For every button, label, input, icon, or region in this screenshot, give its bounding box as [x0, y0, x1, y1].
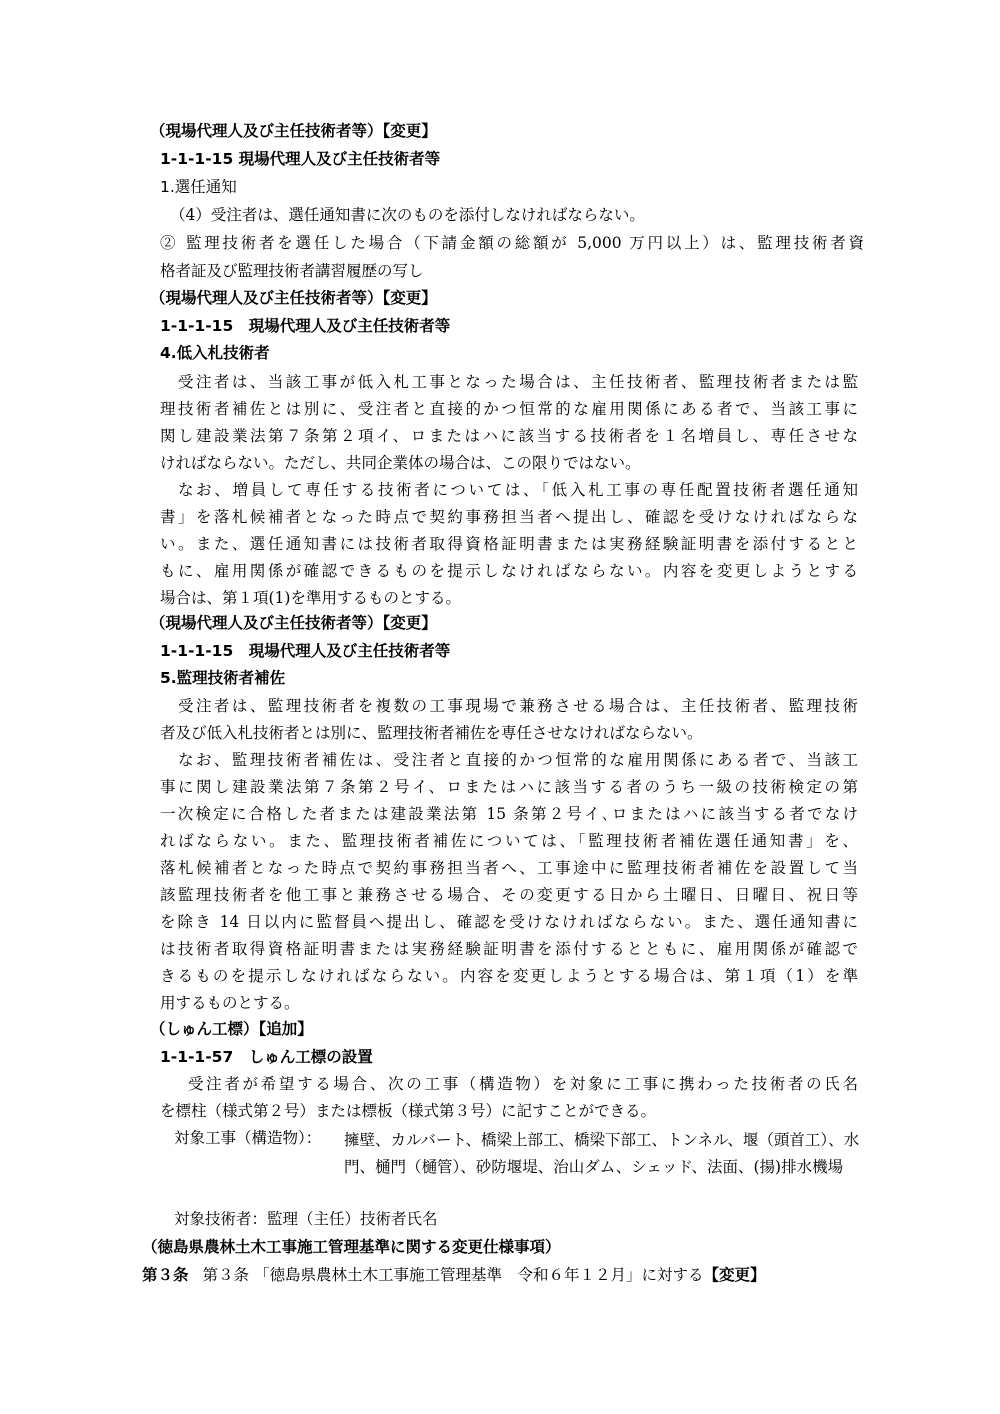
section-heading: （徳島県農林土木工事施工管理基準に関する変更仕様事項）	[142, 1238, 561, 1256]
body-line: 該監理技術者を他工事と兼務させる場合、その変更する日から土曜日、日曜日、祝日等	[160, 886, 858, 904]
body-line: なお、監理技術者補佐は、受注者と直接的かつ恒常的な雇用関係にある者で、当該工	[178, 751, 858, 769]
sub-item: （4）受注者は、選任通知書に次のものを添付しなければならない。	[170, 206, 645, 224]
body-line: を除き 14 日以内に監督員へ提出し、確認を受けなければならない。また、選任通知書に	[160, 913, 858, 931]
article-title: 1-1-1-15 現場代理人及び主任技術者等	[160, 150, 441, 168]
change-tag: 【変更】	[703, 1266, 766, 1284]
section-heading: （現場代理人及び主任技術者等）【変更】	[150, 122, 437, 140]
section-heading: （現場代理人及び主任技術者等）【変更】	[150, 289, 437, 307]
body-line: ② 監理技術者を選任した場合（下請金額の総額が 5,000 万円以上）は、監理技術者資	[160, 234, 864, 252]
body-line: ればならない。また、監理技術者補佐については、「監理技術者補佐選任通知書」を、	[160, 832, 858, 850]
body-line: 理技術者補佐とは別に、受注者と直接的かつ恒常的な雇用関係にある者で、当該工事に	[160, 400, 858, 418]
body-line: ければならない。ただし、共同企業体の場合は、この限りではない。	[160, 454, 641, 472]
article-title: 1-1-1-15 現場代理人及び主任技術者等	[160, 642, 451, 660]
item-title: 5.監理技術者補佐	[160, 669, 286, 687]
article-title: 1-1-1-57 しゅん工標の設置	[160, 1048, 373, 1066]
item-title: 1.選任通知	[160, 178, 237, 196]
target-list: 擁壁、カルバート、橋梁上部工、橋梁下部工、トンネル、堰（頭首工）、水門、樋門（樋管）、砂防堰堤、治山ダム、シェッド、法面、(揚)排水機場	[344, 1131, 860, 1176]
target-engineer: 対象技術者：監理（主任）技術者氏名	[174, 1210, 438, 1228]
section-heading: （しゅん工標）【追加】	[150, 1020, 313, 1038]
body-line: 場合は、第１項(1)を準用するものとする。	[160, 589, 461, 607]
article-title: 1-1-1-15 現場代理人及び主任技術者等	[160, 317, 451, 335]
body-line: なお、増員して専任する技術者については、「低入札工事の専任配置技術者選任通知	[178, 481, 858, 499]
item-title: 4.低入札技術者	[160, 344, 270, 362]
section-heading: （現場代理人及び主任技術者等）【変更】	[150, 614, 437, 632]
body-line: 書」を落札候補者となった時点で契約事務担当者へ提出し、確認を受けなければならな	[160, 508, 858, 526]
body-line: 用するものとする。	[160, 994, 300, 1012]
body-line: 受注者は、監理技術者を複数の工事現場で兼務させる場合は、主任技術者、監理技術	[178, 697, 858, 715]
body-line: 落札候補者となった時点で契約事務担当者へ、工事途中に監理技術者補佐を設置して当	[160, 859, 858, 877]
body-line: 格者証及び監理技術者講習履歴の写し	[160, 262, 424, 280]
article-line	[142, 1264, 765, 1286]
article-text: 第３条 「徳島県農林土木工事施工管理基準 令和６年１２月」に対する	[202, 1266, 704, 1284]
body-line: 関し建設業法第７条第２項イ、ロまたはハに該当する技術者を１名増員し、専任させな	[160, 427, 858, 445]
body-line: い。また、選任通知書には技術者取得資格証明書または実務経験証明書を添付するとと	[160, 535, 858, 553]
body-line: 一次検定に合格した者または建設業法第 15 条第２号イ､ロまたはハに該当する者でなけ	[160, 805, 858, 823]
article-number: 第３条	[142, 1266, 189, 1284]
body-line: もに、雇用関係が確認できるものを提示しなければならない。内容を変更しようとする	[160, 562, 858, 580]
body-line: 受注者が希望する場合、次の工事（構造物）を対象に工事に携わった技術者の氏名	[188, 1075, 858, 1093]
body-line: 受注者は、当該工事が低入札工事となった場合は、主任技術者、監理技術者または監	[178, 373, 858, 391]
body-line: きるものを提示しなければならない。内容を変更しようとする場合は、第１項（1）を準	[160, 967, 858, 985]
body-line: 事に関し建設業法第７条第２号イ、ロまたはハに該当する者のうち一級の技術検定の第	[160, 778, 858, 796]
body-line: 者及び低入札技術者とは別に、監理技術者補佐を専任させなければならない。	[160, 724, 703, 742]
target-label: 対象工事（構造物）：	[174, 1129, 322, 1147]
body-line: は技術者取得資格証明書または実務経験証明書を添付するとともに、雇用関係が確認で	[160, 940, 858, 958]
body-line: を標柱（様式第２号）または標板（様式第３号）に記すことができる。	[160, 1102, 657, 1120]
